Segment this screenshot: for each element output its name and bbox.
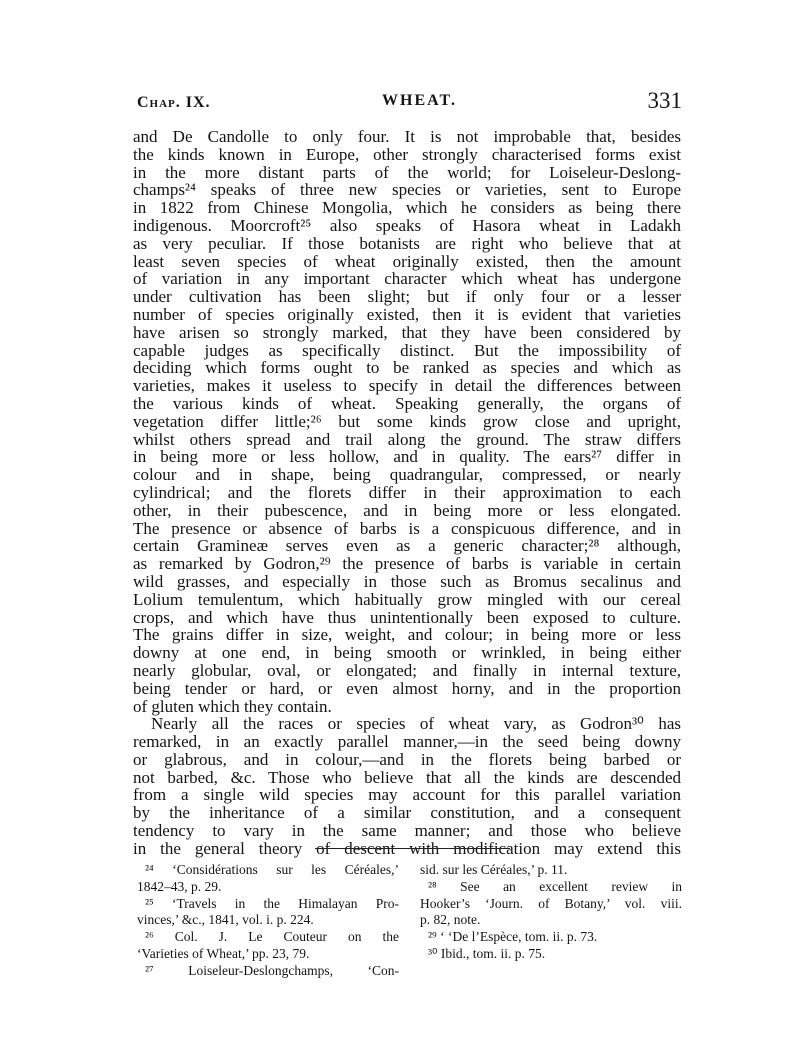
footnote-line: ³⁰ Ibid., tom. ii. p. 75. xyxy=(428,945,546,961)
body-text xyxy=(133,128,681,858)
footnote-line: sid. sur les Céréales,’ p. 11. xyxy=(420,862,568,877)
text-line: being tender or hard, or even almost horny, and in the proportion xyxy=(133,678,681,698)
text-line: or glabrous, and in colour,—and in the florets being barbed or xyxy=(133,749,681,769)
text-line: Nearly all the races or species of wheat vary, as Godron³⁰ has xyxy=(151,714,681,734)
text-line: and De Candolle to only four. It is not improbable that, besides xyxy=(133,127,681,146)
text-line: tendency to vary in the same manner; and those who believe xyxy=(133,821,681,841)
text-line: in the general theory of descent with modification may extend this xyxy=(133,838,681,858)
text-line: the kinds known in Europe, other strongly characterised forms exist xyxy=(133,144,681,164)
footnotes-left-column xyxy=(137,862,399,980)
text-line: in the more distant parts of the world; for Loiseleur-Deslong- xyxy=(133,162,681,182)
text-line: as remarked by Godron,²⁹ the presence of barbs is variable in certain xyxy=(133,554,681,574)
text-line: remarked, in an exactly parallel manner,—in the seed being downy xyxy=(133,732,681,752)
footnote-line: p. 82, note. xyxy=(420,912,481,928)
text-line: from a single wild species may account for this parallel variation xyxy=(133,785,681,805)
text-line: have arisen so strongly marked, that they have been considered by xyxy=(133,322,681,342)
text-line: whilst others spread and trail along the ground. The straw differs xyxy=(133,429,681,449)
page-number: 331 xyxy=(647,88,682,113)
text-line: nearly globular, oval, or elongated; and finally in internal texture, xyxy=(133,660,681,680)
footnote-divider xyxy=(315,848,510,849)
text-line: crops, and which have thus unintentionally been exposed to culture. xyxy=(133,607,681,627)
footnote-line: ²⁴ ‘Considérations sur les Céréales,’ xyxy=(145,862,399,877)
text-line: least seven species of wheat originally existed, then the amount xyxy=(133,251,681,271)
running-title: WHEAT. xyxy=(382,92,457,109)
footnote-line: ²⁷ Loiseleur-Deslongchamps, ‘Con- xyxy=(145,962,399,978)
text-line: downy at one end, in being smooth or wrinkled, in being either xyxy=(133,643,681,663)
text-line: by the inheritance of a similar constitution, and a consequent xyxy=(133,803,681,823)
footnote-line: 1842–43, p. 29. xyxy=(137,878,222,894)
text-line: the various kinds of wheat. Speaking generally, the organs of xyxy=(133,393,681,413)
text-line: deciding which forms ought to be ranked as species and which as xyxy=(133,358,681,378)
text-line: colour and in shape, being quadrangular, compressed, or nearly xyxy=(133,465,681,485)
footnote-line: ²⁵ ‘Travels in the Himalayan Pro- xyxy=(145,895,399,911)
text-line: indigenous. Moorcroft²⁵ also speaks of Hasora wheat in Ladakh xyxy=(133,215,681,235)
text-line: in being more or less hollow, and in quality. The ears²⁷ differ in xyxy=(133,447,681,467)
footnote-line: ‘Varieties of Wheat,’ pp. 23, 79. xyxy=(137,945,310,961)
running-header xyxy=(137,88,682,128)
text-line: number of species originally existed, then it is evident that varieties xyxy=(133,304,681,324)
text-line: in 1822 from Chinese Mongolia, which he considers as being there xyxy=(133,198,681,218)
chapter-label: Chap. IX. xyxy=(137,94,211,111)
footnote-line: ²⁸ See an excellent review in xyxy=(428,878,682,894)
text-line: vegetation differ little;²⁶ but some kinds grow close and upright, xyxy=(133,411,681,431)
text-line: under cultivation has been slight; but if only four or a lesser xyxy=(133,287,681,307)
text-line: wild grasses, and especially in those such as Bromus secalinus and xyxy=(133,571,681,591)
text-line: cylindrical; and the florets differ in their approximation to each xyxy=(133,482,681,502)
text-line: other, in their pubescence, and in being more or less elongated. xyxy=(133,500,681,520)
text-line: capable judges as specifically distinct. But the impossibility of xyxy=(133,340,681,360)
text-line: of gluten which they contain. xyxy=(133,696,332,716)
text-line: as very peculiar. If those botanists are right who believe that at xyxy=(133,233,681,253)
text-line: The presence or absence of barbs is a conspicuous difference, and in xyxy=(133,518,681,538)
text-line: champs²⁴ speaks of three new species or varieties, sent to Europe xyxy=(133,180,681,200)
footnotes-right-column xyxy=(420,862,682,963)
footnote-line: Hooker’s ‘Journ. of Botany,’ vol. viii. xyxy=(420,895,682,911)
text-line: of variation in any important character which wheat has undergone xyxy=(133,269,681,289)
text-line: Lolium temulentum, which habitually grow mingled with our cereal xyxy=(133,589,681,609)
footnote-line: vinces,’ &c., 1841, vol. i. p. 224. xyxy=(137,912,314,928)
text-line: not barbed, &c. Those who believe that all the kinds are descended xyxy=(133,767,681,787)
footnote-line: ²⁶ Col. J. Le Couteur on the xyxy=(145,929,399,945)
footnote-line: ²⁹ ‘ ‘De l’Espèce, tom. ii. p. 73. xyxy=(428,929,598,945)
text-line: certain Gramineæ serves even as a generic character;²⁸ although, xyxy=(133,536,681,556)
text-line: The grains differ in size, weight, and colour; in being more or less xyxy=(133,625,681,645)
text-line: varieties, makes it useless to specify in detail the differences between xyxy=(133,376,681,396)
